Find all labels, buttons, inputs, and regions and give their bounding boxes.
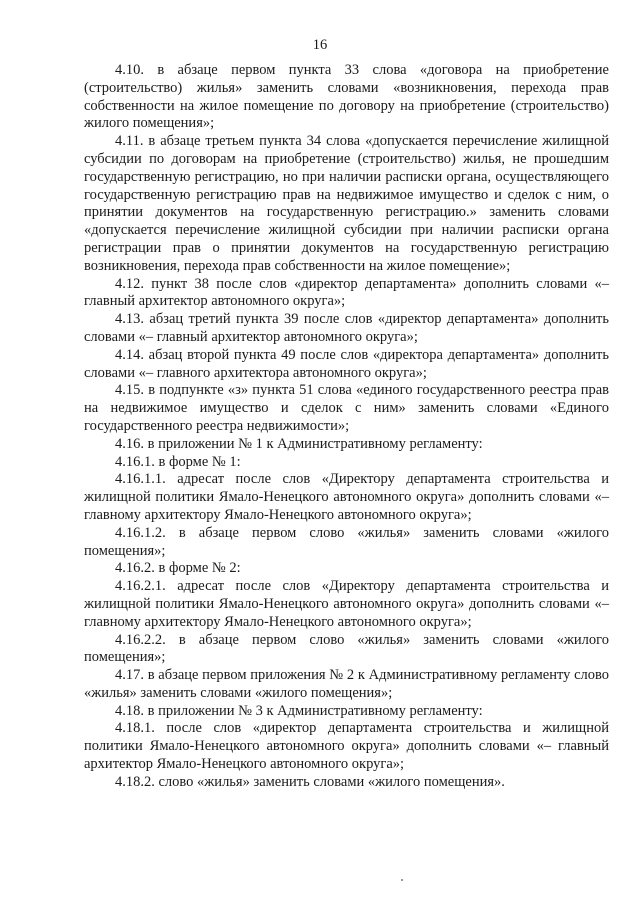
paragraph-4-16-1: 4.16.1. в форме № 1: (115, 453, 241, 470)
paragraph-4-14: 4.14. абзац второй пункта 49 после слов «директора департамента» дополнить словами «– главного архитектора автономного округа»; (84, 346, 609, 381)
paragraph-4-12: 4.12. пункт 38 после слов «директор департамента» дополнить словами «– главный архитектор автономного округа»; (84, 275, 609, 310)
paragraph-4-16-2-2: 4.16.2.2. в абзаце первом слово «жилья» заменить словами «жилого помещения»; (84, 631, 609, 666)
paragraph-4-16: 4.16. в приложении № 1 к Административному регламенту: (115, 435, 483, 452)
paragraph-4-16-2-1: 4.16.2.1. адресат после слов «Директору департамента строительства и жилищной политики Ямало-Ненецкого автономного округа» дополнить словами «– главному архитектору Ямало-Ненецкого автономного округа»; (84, 578, 609, 630)
paragraph-4-17: 4.17. в абзаце первом приложения № 2 к Административному регламенту слово «жилья» заменить словами «жилого помещения»; (84, 667, 609, 701)
paragraph-4-16-2: 4.16.2. в форме № 2: (115, 560, 241, 577)
document-body (84, 62, 609, 792)
paragraph-4-18: 4.18. в приложении № 3 к Административному регламенту: (115, 702, 483, 719)
scan-speck (401, 879, 403, 881)
paragraph-4-11: 4.11. в абзаце третьем пункта 34 слова «допускается перечисление жилищной субсидии по договорам на приобретение (строительство) жилья, не прошедшим государственную регистрацию, но при наличии расписки органа, осуществляющего государственную регистрацию прав на недвижимое имущество и сделок с ним, о принятии документов на государственную регистрацию.» заменить словами «допускается перечисление жилищной субсидии при наличии расписки органа регистрации прав о принятии документов на государственную регистрацию возникновения, перехода прав собственности на жилое помещение»; (84, 133, 609, 274)
paragraph-4-18-1: 4.18.1. после слов «директор департамента строительства и жилищной политики Ямало-Ненецкого автономного округа» дополнить словами «– главный архитектор Ямало-Ненецкого автономного округа»; (84, 720, 609, 773)
paragraph-4-16-1-2: 4.16.1.2. в абзаце первом слово «жилья» заменить словами «жилого помещения»; (84, 524, 609, 559)
paragraph-4-10: 4.10. в абзаце первом пункта 33 слова «договора на приобретение (строительство) жилья» заменить словами «возникновения, перехода прав собственности на жилое помещение по договору на приобретение (строительство) жилого помещения»; (84, 62, 609, 132)
page-number: 16 (312, 37, 328, 53)
paragraph-4-16-1-1: 4.16.1.1. адресат после слов «Директору департамента строительства и жилищной политики Ямало-Ненецкого автономного округа» дополнить словами «– главному архитектору Ямало-Ненецкого автономного округа»; (84, 471, 609, 523)
paragraph-4-13: 4.13. абзац третий пункта 39 после слов «директор департамента» дополнить словами «– главный архитектор автономного округа»; (84, 311, 609, 345)
paragraph-4-18-2: 4.18.2. слово «жилья» заменить словами «жилого помещения». (115, 773, 505, 790)
paragraph-4-15: 4.15. в подпункте «з» пункта 51 слова «единого государственного реестра прав на недвижимое имущество и сделок с ним» заменить словами «Единого государственного реестра недвижимости»; (84, 382, 609, 434)
